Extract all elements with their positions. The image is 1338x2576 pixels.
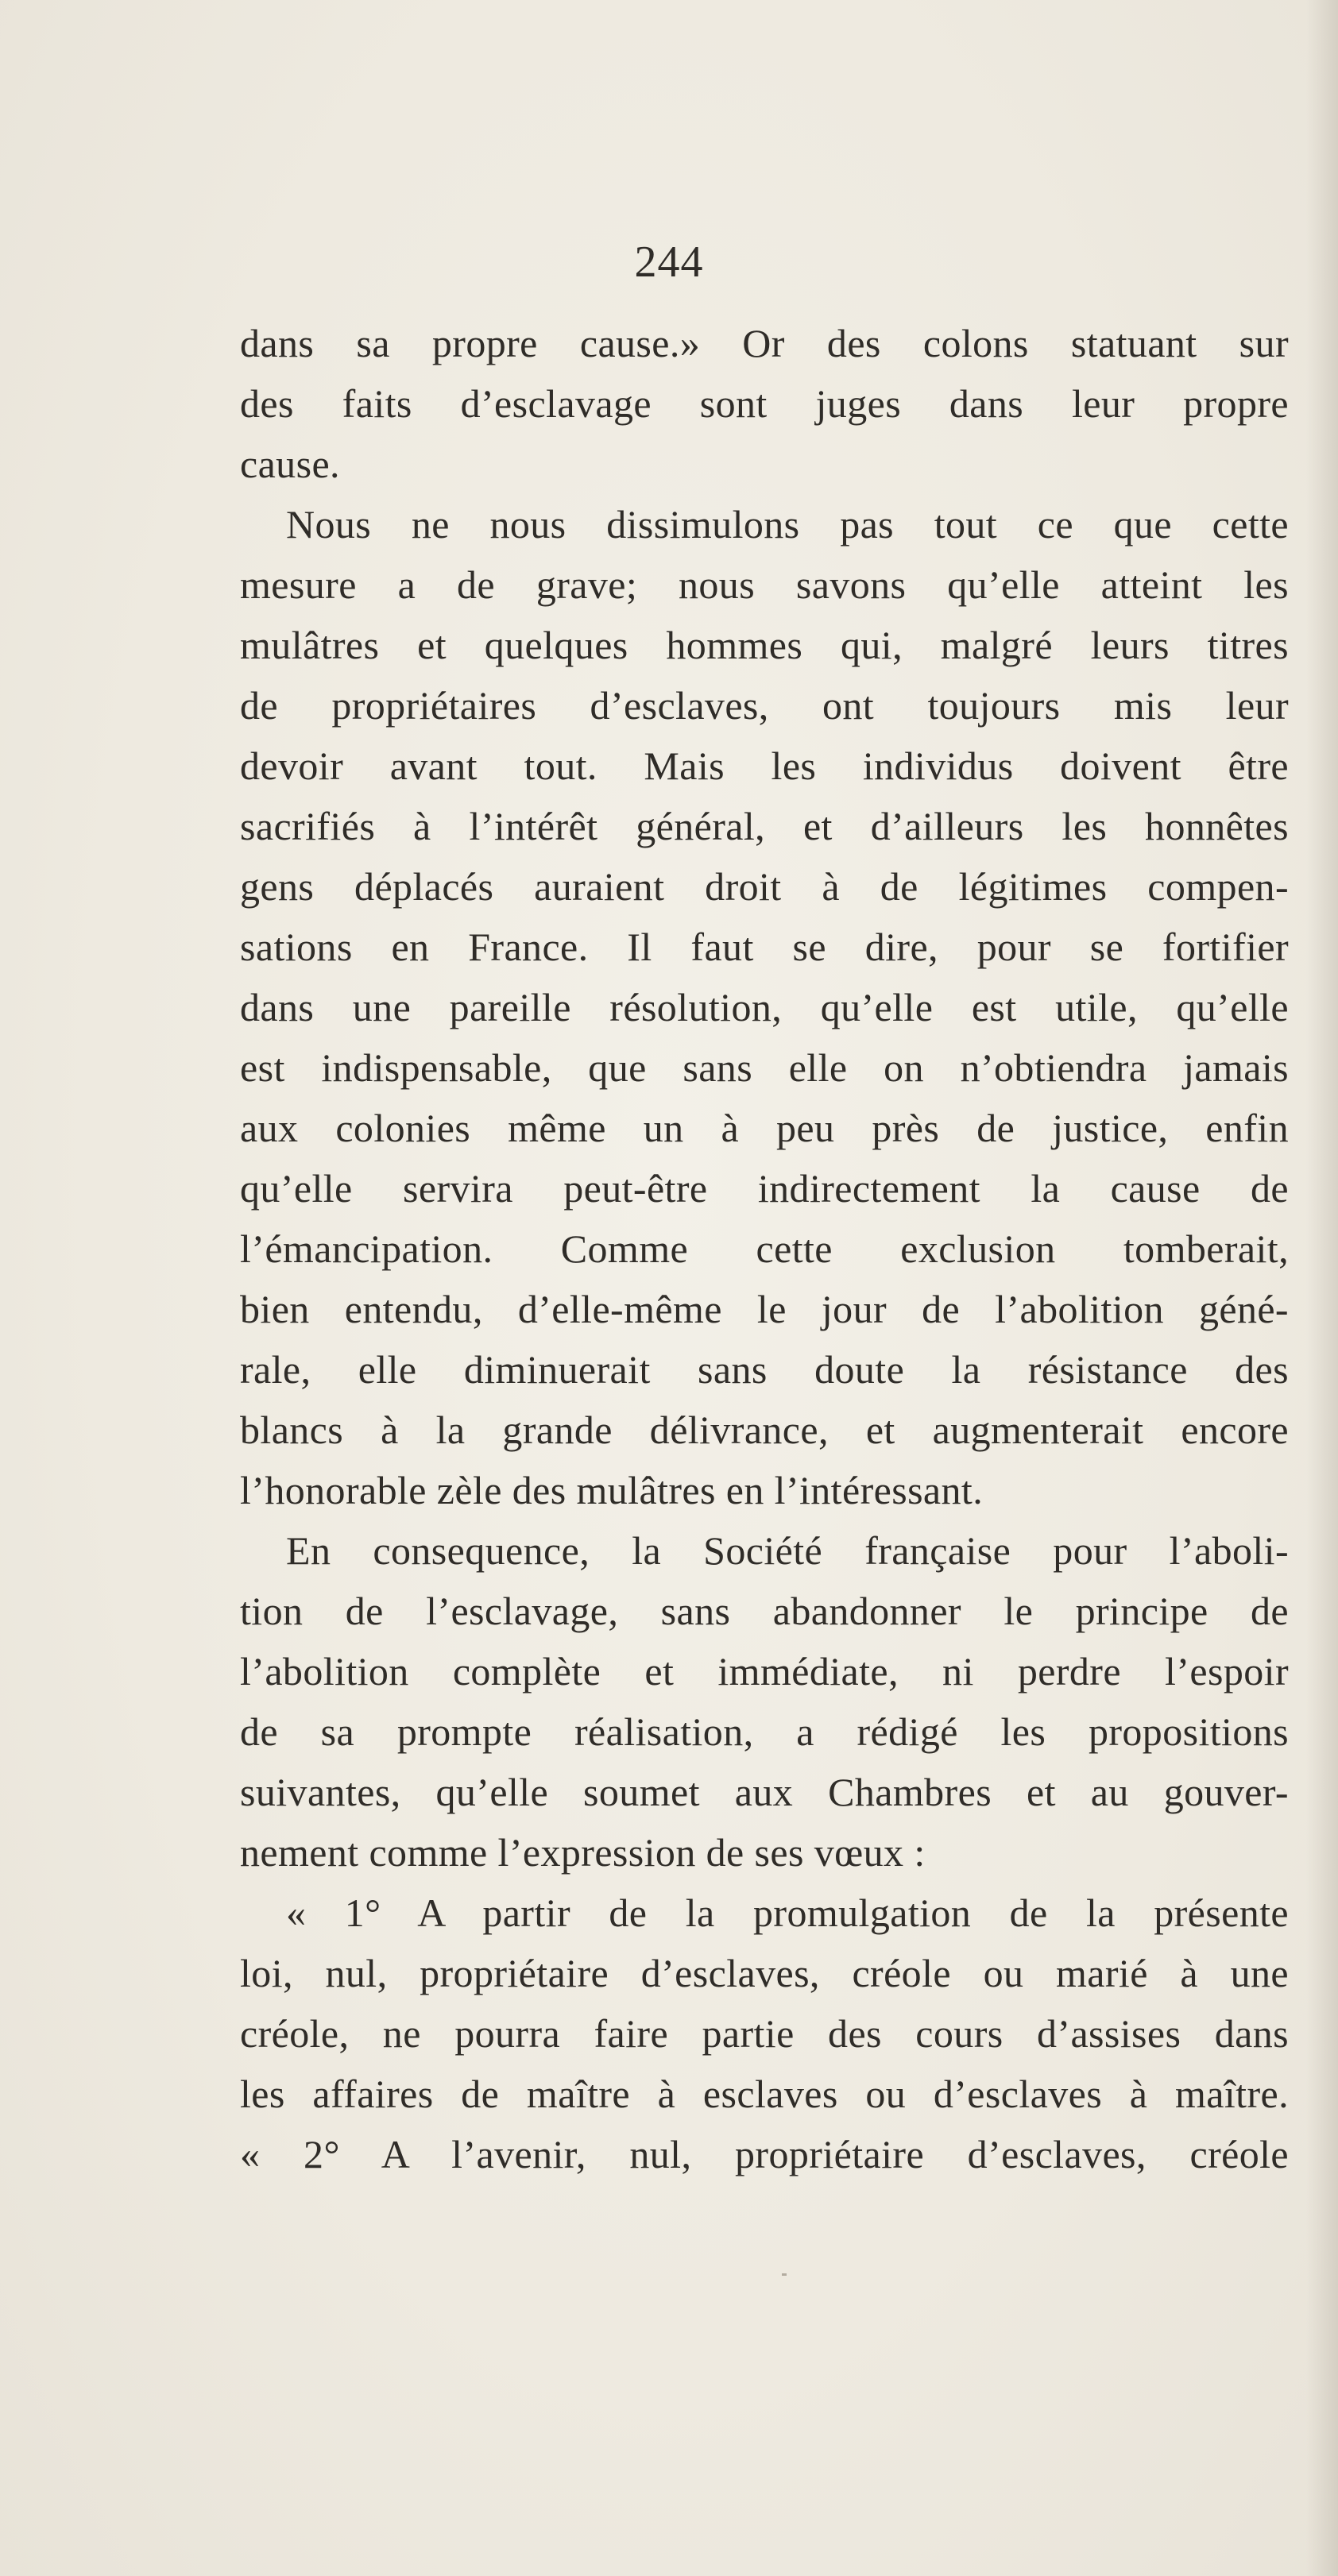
text-line: mesure a de grave; nous savons qu’elle atteint les (240, 562, 1289, 607)
page-number: 244 (634, 238, 704, 287)
text-line: créole, ne pourra faire partie des cours d’assises dans (240, 2011, 1289, 2056)
text-line: l’abolition complète et immédiate, ni perdre l’espoir (240, 1649, 1289, 1694)
text-line: sations en France. Il faut se dire, pour se fortifier (240, 925, 1289, 969)
text-line: dans sa propre cause.» Or des colons statuant sur (240, 321, 1289, 365)
text-line: Nous ne nous dissimulons pas tout ce que cette (286, 502, 1289, 546)
text-line: de propriétaires d’esclaves, ont toujours mis leur (240, 683, 1289, 728)
text-line: bien entendu, d’elle-même le jour de l’abolition géné- (240, 1287, 1289, 1331)
text-line: « 2° A l’avenir, nul, propriétaire d’esclaves, créole (240, 2132, 1289, 2176)
text-line: mulâtres et quelques hommes qui, malgré leurs titres (240, 623, 1289, 667)
text-line: qu’elle servira peut-être indirectement la cause de (240, 1166, 1289, 1211)
text-line: tion de l’esclavage, sans abandonner le principe de (240, 1589, 1289, 1633)
text-line: nement comme l’expression de ses vœux : (240, 1830, 926, 1875)
text-line: de sa prompte réalisation, a rédigé les propositions (240, 1709, 1289, 1754)
text-line: sacrifiés à l’intérêt général, et d’ailleurs les honnêtes (240, 804, 1289, 848)
text-line: les affaires de maître à esclaves ou d’esclaves à maître. (240, 2072, 1289, 2116)
text-line: dans une pareille résolution, qu’elle est utile, qu’elle (240, 985, 1289, 1029)
text-line: cause. (240, 442, 340, 486)
text-line: « 1° A partir de la promulgation de la présente (286, 1890, 1289, 1935)
text-line: suivantes, qu’elle soumet aux Chambres et au gouver- (240, 1770, 1289, 1814)
text-line: l’émancipation. Comme cette exclusion tomberait, (240, 1226, 1289, 1271)
page-edge-shadow (1306, 0, 1338, 2576)
text-line: blancs à la grande délivrance, et augmenterait encore (240, 1408, 1289, 1452)
text-line: des faits d’esclavage sont juges dans leur propre (240, 381, 1289, 426)
text-line: loi, nul, propriétaire d’esclaves, créole ou marié à une (240, 1951, 1289, 1995)
text-line: aux colonies même un à peu près de justice, enfin (240, 1106, 1289, 1150)
text-line: En consequence, la Société française pour l’aboli- (286, 1528, 1289, 1573)
text-line: rale, elle diminuerait sans doute la résistance des (240, 1347, 1289, 1392)
paper-speck (782, 2273, 787, 2276)
body-text (240, 313, 1289, 2184)
text-line: gens déplacés auraient droit à de légitimes compen- (240, 864, 1289, 909)
text-line: l’honorable zèle des mulâtres en l’intéressant. (240, 1468, 984, 1512)
text-line: devoir avant tout. Mais les individus doivent être (240, 743, 1289, 788)
text-line: est indispensable, que sans elle on n’obtiendra jamais (240, 1045, 1289, 1090)
